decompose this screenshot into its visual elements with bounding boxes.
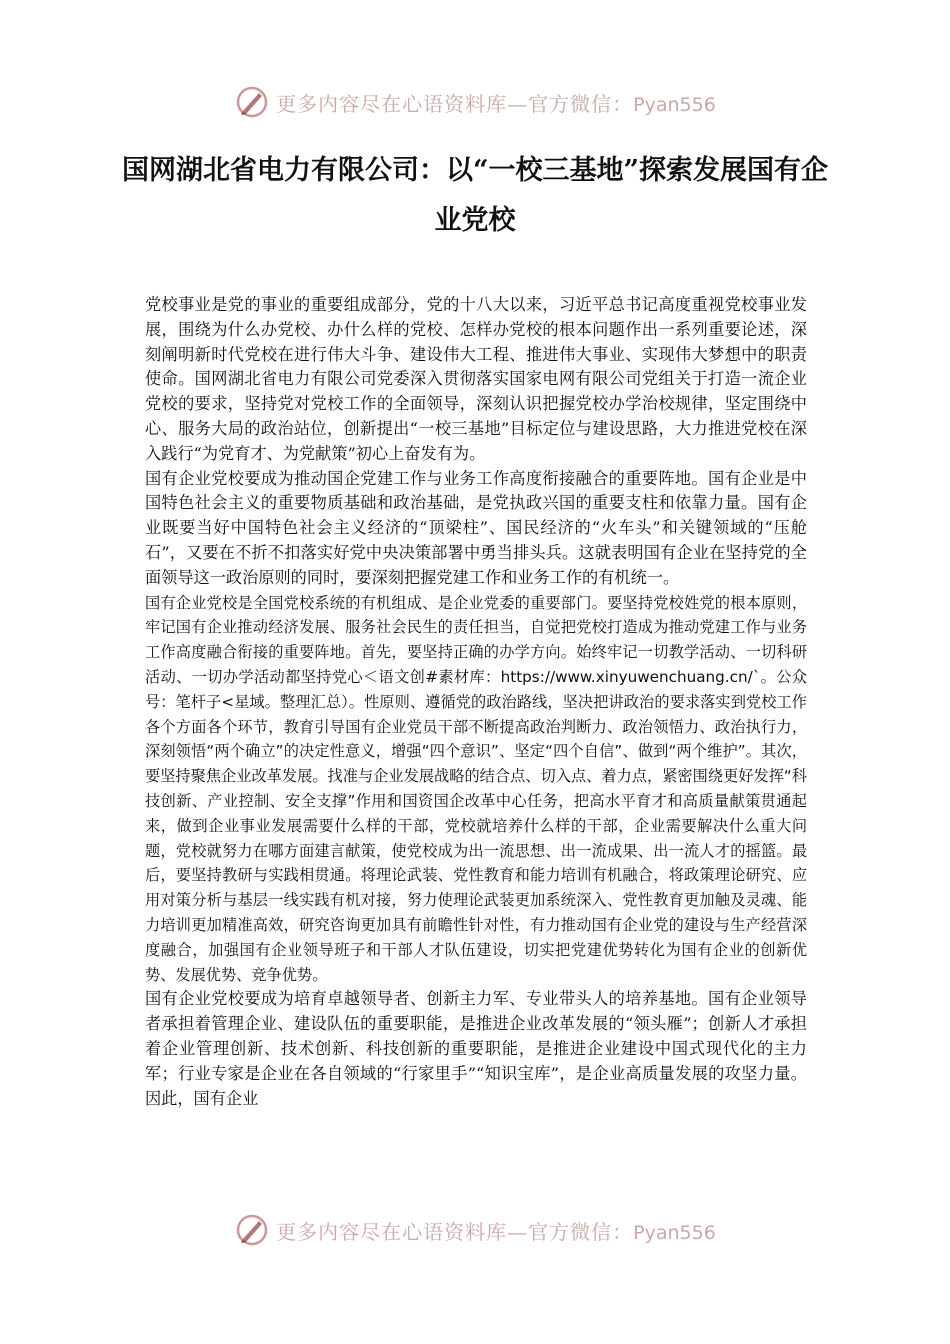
watermark-text: 更多内容尽在心语资料库—官方微信：Pyan556 [276,1219,716,1244]
paragraph-4: 国有企业党校要成为培育卓越领导者、创新主力军、专业带头人的培养基地。国有企业领导者承担着管理企业、建设队伍的重要职能，是推进企业改革发展的“领头雁”；创新人才承担着企业管理创新、技术创新、科技创新的重要职能，是推进企业建设中国式现代化的主力军；行业专家是企业在各自领域的“行家里手”“知识宝库”，是企业高质量发展的攻坚力量。因此，国有企业 [145,989,807,1108]
paragraph-1: 党校事业是党的事业的重要组成部分，党的十八大以来，习近平总书记高度重视党校事业发展，围绕为什么办党校、办什么样的党校、怎样办党校的根本问题作出一系列重要论述，深刻阐明新时代党校在进行伟大斗争、建设伟大工程、推进伟大事业、实现伟大梦想中的职责使命。国网湖北省电力有限公司党委深入贯彻落实国家电网有限公司党组关于打造一流企业党校的要求，坚持党对党校工作的全面领导，深刻认识把握党校办学治校规律，坚定围绕中心、服务大局的政治站位，创新提出“一校三基地”目标定位与建设思路，大力推进党校在深入践行“为党育才、为党献策”初心上奋发有为。 [145,295,807,463]
pen-logo-icon [234,84,270,120]
paragraph-2: 国有企业党校要成为推动国企党建工作与业务工作高度衔接融合的重要阵地。国有企业是中国特色社会主义的重要物质基础和政治基础，是党执政兴国的重要支柱和依靠力量。国有企业既要当好中国特色社会主义经济的“顶梁柱”、国民经济的“火车头”和关键领域的“压舱石”，又要在不折不扣落实好党中央决策部署中勇当排头兵。这就表明国有企业在坚持党的全面领导这一政治原则的同时，要深刻把握党建工作和业务工作的有机统一。 [145,468,807,587]
watermark-text: 更多内容尽在心语资料库—官方微信：Pyan556 [276,91,716,116]
pen-logo-icon [234,1212,270,1248]
header-watermark [0,82,950,122]
wechat-handle: Pyan556 [633,93,716,116]
wechat-handle: Pyan556 [633,1221,716,1244]
footer-watermark [0,1210,950,1250]
page-title: 国网湖北省电力有限公司：以“一校三基地”探索发展国有企业党校 [121,155,829,236]
article-body [145,293,807,1111]
paragraph-3: 国有企业党校是全国党校系统的有机组成、是企业党委的重要部门。要坚持党校姓党的根本原则，牢记国有企业推动经济发展、服务社会民生的责任担当，自觉把党校打造成为推动党建工作与业务工作高度融合衔接的重要阵地。首先，要坚持正确的办学方向。始终牢记一切教学活动、一切科研活动、一切办学活动都坚持党心＜语文创#素材库：https://www.xinyuwenchuang.cn/`。公众号：笔杆子<星域。整理汇总）。性原则、遵循党的政治路线，坚决把讲政治的要求落实到党校工作各个方面各个环节，教育引导国有企业党员干部不断提高政治判断力、政治领悟力、政治执行力，深刻领悟“两个确立”的决定性意义，增强“四个意识”、坚定“四个自信”、做到“两个维护”。其次，要坚持聚焦企业改革发展。找准与企业发展战略的结合点、切入点、着力点，紧密围绕更好发挥“科技创新、产业控制、安全支撑”作用和国资国企改革中心任务，把高水平育才和高质量献策贯通起来，做到企业事业发展需要什么样的干部，党校就培养什么样的干部，企业需要解决什么重大问题，党校就努力在哪方面建言献策，使党校成为出一流思想、出一流成果、出一流人才的摇篮。最后，要坚持教研与实践相贯通。将理论武装、党性教育和能力培训有机融合，将政策理论研究、应用对策分析与基层一线实践有机对接，努力使理论武装更加系统深入、党性教育更加触及灵魂、能力培训更加精准高效，研究咨询更加具有前瞻性针对性，有力推动国有企业党的建设与生产经营深度融合，加强国有企业领导班子和干部人才队伍建设，切实把党建优势转化为国有企业的创新优势、发展优势、竞争优势。 [145,593,807,984]
